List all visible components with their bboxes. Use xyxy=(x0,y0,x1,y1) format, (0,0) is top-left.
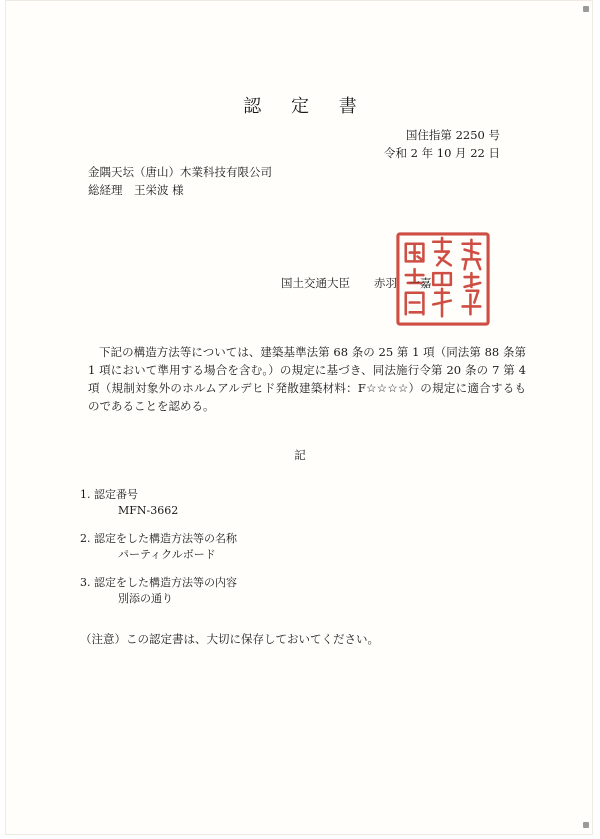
certificate-body-text: 下記の構造方法等については、建築基準法第 68 条の 25 第 1 項（同法第 88 条第 1 項において準用する場合を含む。）の規定に基づき、同法施行令第 20 条の 7 第 4 項（規制対象外のホルムアルデヒド発散建築材料：F☆☆☆☆）の規定に適合するものであることを認める。 xyxy=(88,345,526,413)
addressee-company: 金隅天坛（唐山）木業科技有限公司 xyxy=(88,165,272,179)
item-list xyxy=(80,487,237,619)
issuer-name: 赤羽 一嘉 xyxy=(374,276,432,290)
document-number: 国住指第 2250 号 xyxy=(405,128,500,142)
document-number-block xyxy=(384,126,500,162)
addressee-person: 総経理 王栄波 様 xyxy=(88,183,184,197)
list-item xyxy=(80,531,237,563)
addressee-block xyxy=(88,163,272,199)
item-label: 3. 認定をした構造方法等の内容 xyxy=(80,576,237,589)
issuer-line xyxy=(281,275,432,291)
item-label: 1. 認定番号 xyxy=(80,488,138,501)
item-value: パーティクルボード xyxy=(118,548,216,561)
ki-heading: 記 xyxy=(294,448,306,462)
certificate-page xyxy=(5,0,593,835)
list-item xyxy=(80,575,237,607)
list-item xyxy=(80,487,237,519)
item-value: 別添の通り xyxy=(118,592,173,605)
scan-edge-mark xyxy=(583,822,589,828)
item-value: MFN-3662 xyxy=(118,504,179,517)
item-label: 2. 認定をした構造方法等の名称 xyxy=(80,532,237,545)
issuer-title: 国土交通大臣 xyxy=(281,276,350,290)
scan-edge-mark xyxy=(583,6,589,12)
issue-date: 令和 2 年 10 月 22 日 xyxy=(383,146,500,160)
caution-note: （注意）この認定書は、大切に保存しておいてください。 xyxy=(80,632,379,646)
document-title: 認 定 書 xyxy=(243,96,369,117)
